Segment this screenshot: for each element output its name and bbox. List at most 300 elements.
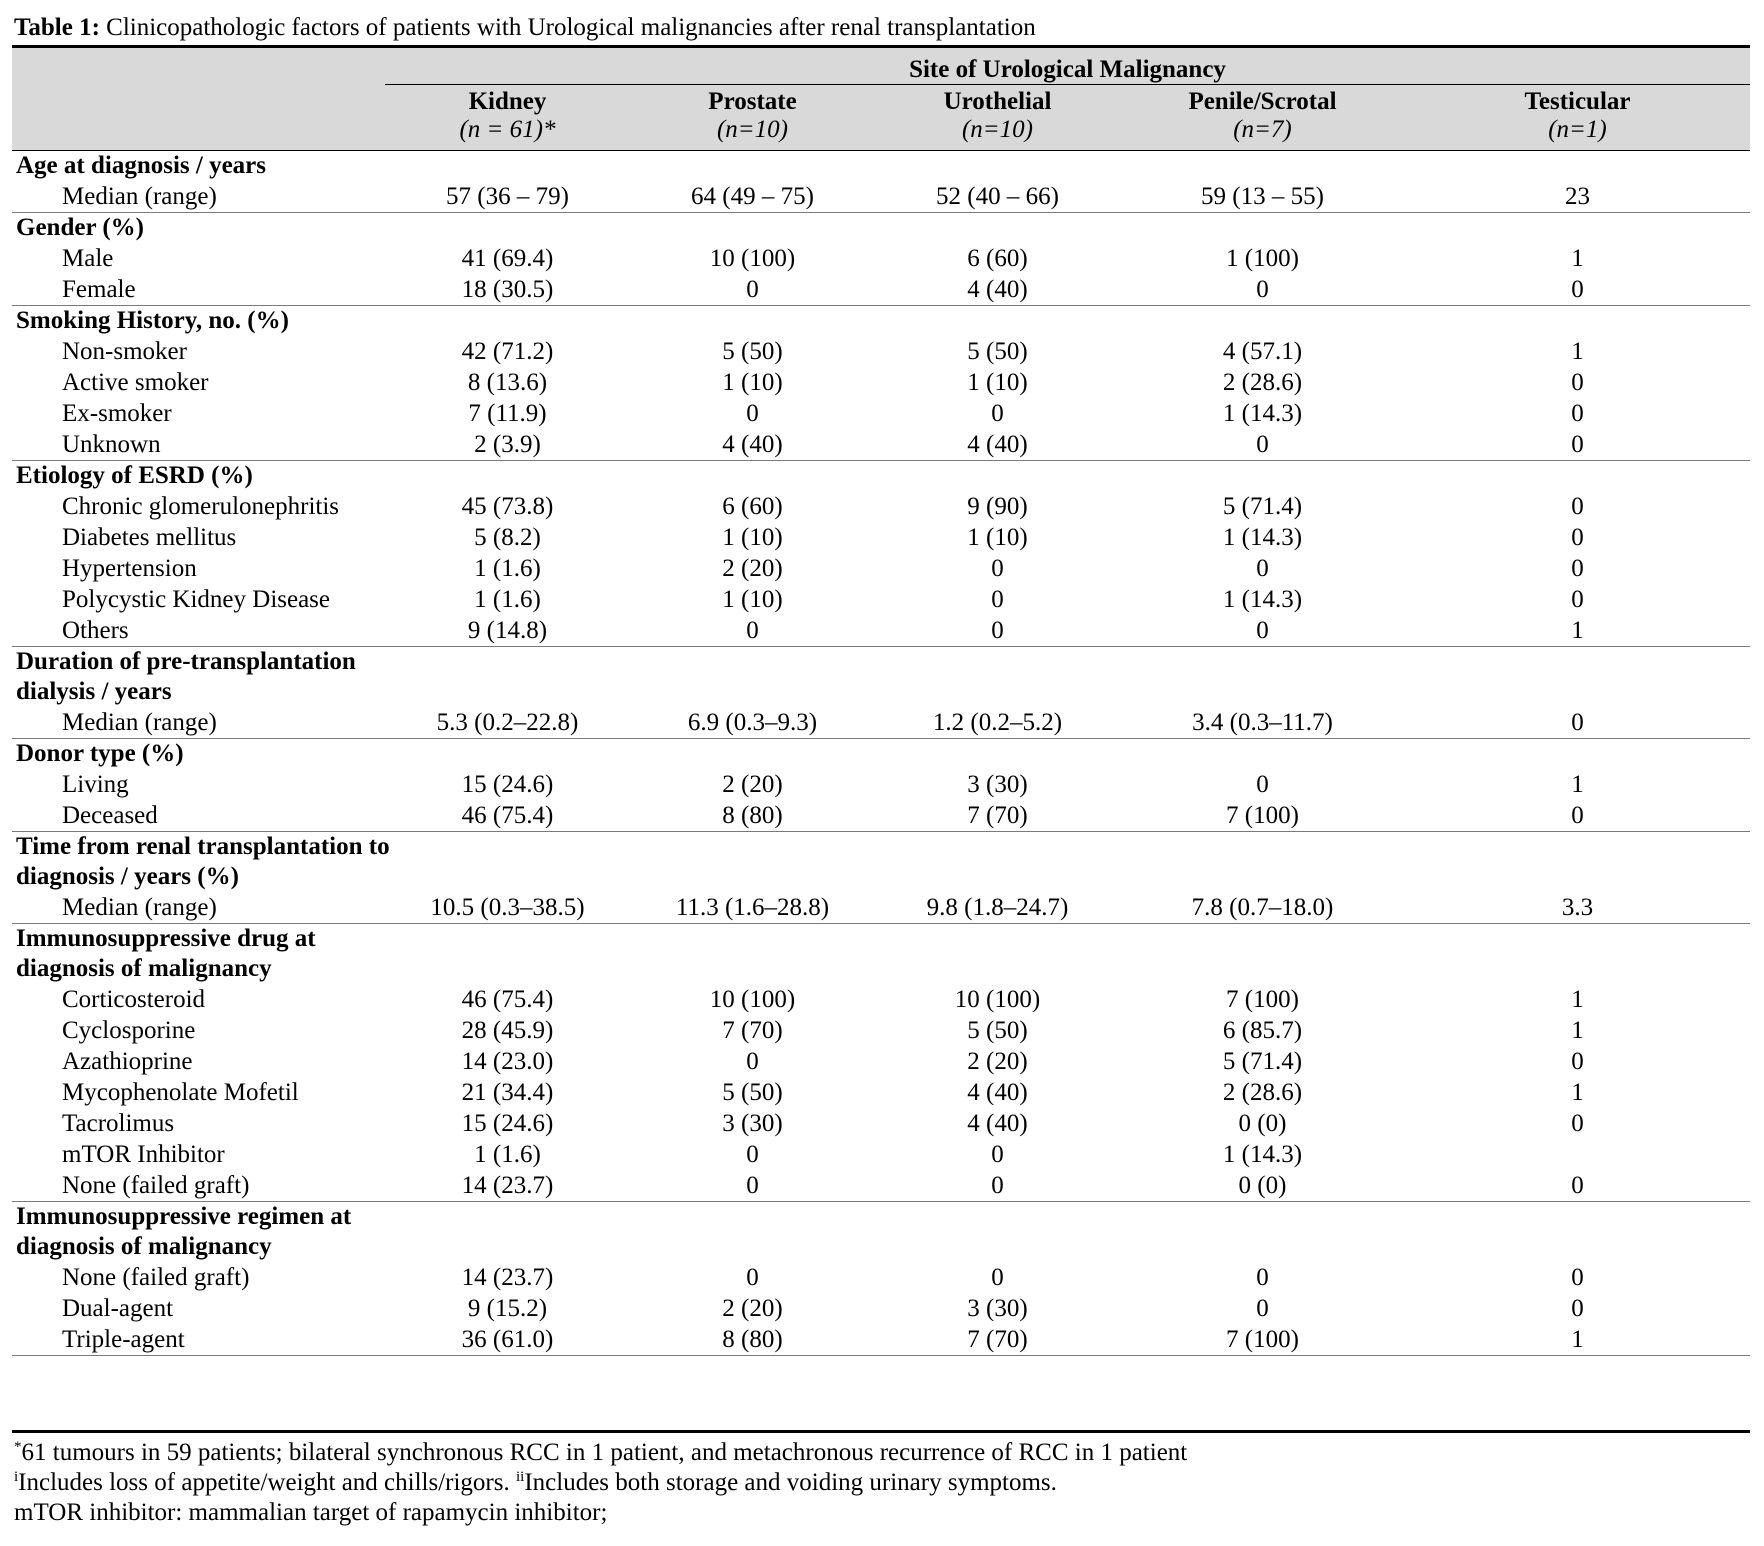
cell-urothelial xyxy=(875,553,1120,584)
table-row xyxy=(12,181,1750,213)
cell-value: 0 xyxy=(1256,431,1269,458)
row-label: Ex-smoker xyxy=(62,400,172,427)
cell-value: 3 (30) xyxy=(967,1295,1028,1322)
footnote-text: Includes both storage and voiding urinary symptoms. xyxy=(524,1469,1057,1496)
cell-kidney xyxy=(385,892,630,924)
cell-penile-scrotal xyxy=(1120,769,1405,800)
cell-prostate xyxy=(630,398,875,429)
column-name: Testicular xyxy=(1524,88,1631,115)
cell-value: 0 xyxy=(1571,555,1584,582)
cell-kidney xyxy=(385,243,630,274)
cell-penile-scrotal xyxy=(1120,1139,1405,1170)
cell-value: 46 (75.4) xyxy=(461,986,554,1013)
table-row xyxy=(12,984,1750,1015)
cell-urothelial xyxy=(875,367,1120,398)
cell-penile-scrotal xyxy=(1120,1293,1405,1324)
cell-testicular xyxy=(1405,584,1750,615)
cell-value: 0 (0) xyxy=(1238,1110,1287,1137)
cell-value: 59 (13 – 55) xyxy=(1201,183,1324,210)
cell-prostate xyxy=(630,336,875,367)
cell-value: 0 xyxy=(991,586,1004,613)
section-header-row xyxy=(12,213,1750,244)
row-label: Cyclosporine xyxy=(62,1017,196,1044)
cell-kidney xyxy=(385,984,630,1015)
cell-value: 0 xyxy=(1256,617,1269,644)
cell-value: 1 xyxy=(1571,1017,1584,1044)
cell-prostate xyxy=(630,491,875,522)
cell-value: 46 (75.4) xyxy=(461,802,554,829)
section-header-row xyxy=(12,1202,1750,1233)
table-row xyxy=(12,1324,1750,1356)
cell-urothelial xyxy=(875,1262,1120,1293)
cell-urothelial xyxy=(875,1170,1120,1202)
cell-prostate xyxy=(630,367,875,398)
table-caption-text: Clinicopathologic factors of patients with Urological malignancies after renal transplantation xyxy=(99,14,1036,41)
cell-kidney xyxy=(385,274,630,306)
cell-value: 28 (45.9) xyxy=(461,1017,554,1044)
row-label: Tacrolimus xyxy=(62,1110,175,1137)
cell-value: 6.9 (0.3–9.3) xyxy=(687,709,818,736)
cell-value: 5 (50) xyxy=(967,1017,1028,1044)
cell-prostate xyxy=(630,1170,875,1202)
cell-value: 4 (40) xyxy=(967,1079,1028,1106)
cell-value: 5 (50) xyxy=(722,1079,783,1106)
cell-value: 0 xyxy=(1571,1172,1584,1199)
cell-testicular xyxy=(1405,1108,1750,1139)
cell-penile-scrotal xyxy=(1120,615,1405,647)
table-caption-label: Table 1: xyxy=(14,14,100,41)
cell-value: 1 (10) xyxy=(722,524,783,551)
cell-urothelial xyxy=(875,1324,1120,1356)
cell-value: 1 xyxy=(1571,245,1584,272)
section-header-row xyxy=(12,647,1750,678)
row-label: Deceased xyxy=(12,800,385,832)
cell-value: 4 (40) xyxy=(967,1110,1028,1137)
cell-value: 1 xyxy=(1571,1326,1584,1353)
table-row xyxy=(12,491,1750,522)
cell-urothelial xyxy=(875,800,1120,832)
cell-value: 0 xyxy=(1571,586,1584,613)
table-row xyxy=(12,1046,1750,1077)
header-blank-cell xyxy=(12,85,385,151)
cell-penile-scrotal xyxy=(1120,274,1405,306)
cell-prostate xyxy=(630,1293,875,1324)
row-label: Azathioprine xyxy=(62,1048,193,1075)
cell-value: 23 xyxy=(1565,183,1590,210)
cell-value: 21 (34.4) xyxy=(461,1079,554,1106)
cell-value: 8 (80) xyxy=(722,802,783,829)
cell-prostate xyxy=(630,707,875,739)
cell-value: 0 xyxy=(1571,1048,1584,1075)
table-row xyxy=(12,553,1750,584)
section-header-row xyxy=(12,461,1750,492)
table-row xyxy=(12,1015,1750,1046)
cell-value: 0 xyxy=(746,1172,759,1199)
cell-penile-scrotal xyxy=(1120,1170,1405,1202)
column-name: Prostate xyxy=(708,88,797,115)
cell-value: 0 xyxy=(991,555,1004,582)
cell-value: 0 xyxy=(746,617,759,644)
row-label: Chronic glomerulonephritis xyxy=(62,493,340,520)
section-header-row xyxy=(12,1232,1750,1262)
column-header-penile-scrotal xyxy=(1120,85,1405,151)
cell-penile-scrotal xyxy=(1120,707,1405,739)
cell-urothelial xyxy=(875,1015,1120,1046)
cell-penile-scrotal xyxy=(1120,1077,1405,1108)
cell-penile-scrotal xyxy=(1120,584,1405,615)
table-row xyxy=(12,243,1750,274)
cell-testicular xyxy=(1405,398,1750,429)
cell-value: 14 (23.7) xyxy=(461,1172,554,1199)
cell-value: 3.3 xyxy=(1561,894,1594,921)
cell-prostate xyxy=(630,984,875,1015)
cell-penile-scrotal xyxy=(1120,1108,1405,1139)
cell-value: 1.2 (0.2–5.2) xyxy=(932,709,1063,736)
cell-value: 0 xyxy=(1571,1295,1584,1322)
cell-value: 6 (60) xyxy=(967,245,1028,272)
cell-penile-scrotal xyxy=(1120,1262,1405,1293)
column-count: (n=10) xyxy=(716,116,789,143)
cell-testicular xyxy=(1405,707,1750,739)
row-label: Median (range) xyxy=(12,892,385,924)
cell-kidney xyxy=(385,584,630,615)
section-title-immunosuppressive-regimen-at-diagnosis-of-malignancy: diagnosis of malignancy xyxy=(16,1233,272,1260)
cell-value: 0 xyxy=(1571,802,1584,829)
cell-urothelial xyxy=(875,243,1120,274)
table-row xyxy=(12,615,1750,647)
cell-value: 7 (70) xyxy=(967,802,1028,829)
column-count: (n = 61)* xyxy=(459,116,556,143)
cell-value: 8 (13.6) xyxy=(467,369,548,396)
cell-testicular xyxy=(1405,1324,1750,1356)
cell-value: 5 (50) xyxy=(722,338,783,365)
cell-value: 1 (1.6) xyxy=(474,1141,541,1168)
cell-value: 2 (20) xyxy=(967,1048,1028,1075)
cell-kidney xyxy=(385,615,630,647)
cell-value: 0 xyxy=(1571,1110,1584,1137)
cell-penile-scrotal xyxy=(1120,522,1405,553)
cell-value: 0 xyxy=(1571,524,1584,551)
cell-testicular xyxy=(1405,1293,1750,1324)
cell-testicular xyxy=(1405,429,1750,461)
cell-penile-scrotal xyxy=(1120,367,1405,398)
table-row xyxy=(12,800,1750,832)
table-caption xyxy=(14,13,1036,43)
cell-value: 0 xyxy=(1256,771,1269,798)
cell-urothelial xyxy=(875,892,1120,924)
cell-prostate xyxy=(630,615,875,647)
cell-value: 0 xyxy=(746,1141,759,1168)
cell-prostate xyxy=(630,1015,875,1046)
table-row xyxy=(12,522,1750,553)
cell-testicular xyxy=(1405,769,1750,800)
cell-urothelial xyxy=(875,429,1120,461)
table-row xyxy=(12,274,1750,306)
cell-value: 3 (30) xyxy=(967,771,1028,798)
cell-testicular xyxy=(1405,1046,1750,1077)
cell-value: 0 (0) xyxy=(1238,1172,1287,1199)
cell-urothelial xyxy=(875,336,1120,367)
cell-value: 0 xyxy=(1256,1295,1269,1322)
cell-kidney xyxy=(385,1139,630,1170)
cell-value: 0 xyxy=(1571,431,1584,458)
cell-penile-scrotal xyxy=(1120,984,1405,1015)
cell-kidney xyxy=(385,1015,630,1046)
row-label: None (failed graft) xyxy=(12,1170,385,1202)
cell-value: 1 xyxy=(1571,1079,1584,1106)
section-header-row xyxy=(12,151,1750,182)
column-name: Urothelial xyxy=(943,88,1052,115)
cell-value: 0 xyxy=(991,1264,1004,1291)
cell-value: 1 (14.3) xyxy=(1222,400,1303,427)
cell-prostate xyxy=(630,584,875,615)
cell-value: 1 (10) xyxy=(967,524,1028,551)
cell-testicular xyxy=(1405,615,1750,647)
cell-value: 2 (20) xyxy=(722,771,783,798)
table-row xyxy=(12,892,1750,924)
cell-value: 15 (24.6) xyxy=(461,1110,554,1137)
row-label: Others xyxy=(12,615,385,647)
cell-prostate xyxy=(630,522,875,553)
cell-penile-scrotal xyxy=(1120,181,1405,213)
footnote-text: 61 tumours in 59 patients; bilateral synchronous RCC in 1 patient, and metachronous recurrence of RCC in 1 patient xyxy=(21,1439,1188,1466)
cell-value: 0 xyxy=(1256,276,1269,303)
cell-value: 11.3 (1.6–28.8) xyxy=(675,894,830,921)
cell-value: 10 (100) xyxy=(954,986,1041,1013)
cell-urothelial xyxy=(875,1108,1120,1139)
table-row xyxy=(12,398,1750,429)
section-header-row xyxy=(12,862,1750,892)
footnote-symptoms xyxy=(14,1468,1057,1498)
cell-testicular xyxy=(1405,243,1750,274)
cell-kidney xyxy=(385,181,630,213)
cell-value: 18 (30.5) xyxy=(461,276,554,303)
section-title-time-from-renal-transplantation-to-diagnosis-years: diagnosis / years (%) xyxy=(16,863,239,890)
row-label: Dual-agent xyxy=(62,1295,174,1322)
cell-kidney xyxy=(385,336,630,367)
cell-value: 1 (14.3) xyxy=(1222,586,1303,613)
cell-prostate xyxy=(630,1262,875,1293)
cell-value: 0 xyxy=(1571,1264,1584,1291)
cell-value: 0 xyxy=(746,276,759,303)
cell-value: 0 xyxy=(1571,369,1584,396)
section-header-row xyxy=(12,306,1750,337)
row-label: Median (range) xyxy=(12,181,385,213)
cell-value: 5 (71.4) xyxy=(1222,1048,1303,1075)
cell-value: 2 (20) xyxy=(722,555,783,582)
cell-value: 1 (14.3) xyxy=(1222,524,1303,551)
table-row xyxy=(12,336,1750,367)
cell-kidney xyxy=(385,367,630,398)
table-row xyxy=(12,1262,1750,1293)
table-row xyxy=(12,1077,1750,1108)
cell-value: 0 xyxy=(746,1048,759,1075)
cell-value: 9 (15.2) xyxy=(467,1295,548,1322)
column-name: Penile/Scrotal xyxy=(1188,88,1337,115)
cell-value: 10 (100) xyxy=(709,245,796,272)
cell-testicular xyxy=(1405,1262,1750,1293)
cell-penile-scrotal xyxy=(1120,336,1405,367)
cell-value: 0 xyxy=(1571,709,1584,736)
cell-prostate xyxy=(630,1046,875,1077)
row-label: Polycystic Kidney Disease xyxy=(62,586,331,613)
table-row xyxy=(12,707,1750,739)
cell-value: 2 (3.9) xyxy=(474,431,541,458)
table-body xyxy=(12,151,1750,1356)
cell-value: 1 (10) xyxy=(722,586,783,613)
cell-value: 0 xyxy=(991,617,1004,644)
cell-value: 7 (70) xyxy=(967,1326,1028,1353)
cell-prostate xyxy=(630,274,875,306)
column-count: (n=10) xyxy=(961,116,1034,143)
cell-value: 7 (100) xyxy=(1226,986,1299,1013)
cell-testicular xyxy=(1405,1077,1750,1108)
cell-value: 0 xyxy=(1256,1264,1269,1291)
cell-prostate xyxy=(630,429,875,461)
cell-value: 0 xyxy=(1571,400,1584,427)
row-label: Median (range) xyxy=(12,707,385,739)
cell-value: 9 (14.8) xyxy=(467,617,548,644)
cell-value: 1 (1.6) xyxy=(474,555,541,582)
cell-value: 10 (100) xyxy=(709,986,796,1013)
group-header-title: Site of Urological Malignancy xyxy=(385,47,1750,85)
cell-testicular xyxy=(1405,984,1750,1015)
cell-value: 1 xyxy=(1571,986,1584,1013)
cell-urothelial xyxy=(875,274,1120,306)
cell-urothelial xyxy=(875,491,1120,522)
cell-penile-scrotal xyxy=(1120,243,1405,274)
column-name: Kidney xyxy=(468,88,547,115)
cell-urothelial xyxy=(875,398,1120,429)
cell-kidney xyxy=(385,491,630,522)
cell-testicular xyxy=(1405,553,1750,584)
cell-value: 4 (40) xyxy=(967,431,1028,458)
row-label: Triple-agent xyxy=(12,1324,385,1356)
footnote-asterisk xyxy=(14,1438,1187,1468)
cell-value: 45 (73.8) xyxy=(461,493,554,520)
cell-value: 42 (71.2) xyxy=(461,338,554,365)
section-header-row xyxy=(12,924,1750,955)
footnote-mark: * xyxy=(14,1439,22,1455)
cell-prostate xyxy=(630,553,875,584)
cell-prostate xyxy=(630,181,875,213)
section-header-row xyxy=(12,832,1750,863)
cell-value: 2 (28.6) xyxy=(1222,1079,1303,1106)
cell-value: 4 (40) xyxy=(722,431,783,458)
row-label: Hypertension xyxy=(62,555,197,582)
column-count: (n=1) xyxy=(1548,116,1607,143)
row-label: Female xyxy=(12,274,385,306)
cell-urothelial xyxy=(875,707,1120,739)
cell-prostate xyxy=(630,1077,875,1108)
cell-penile-scrotal xyxy=(1120,800,1405,832)
table-row xyxy=(12,1108,1750,1139)
cell-value: 3 (30) xyxy=(722,1110,783,1137)
section-title-smoking-history-no: Smoking History, no. (%) xyxy=(16,307,289,334)
cell-urothelial xyxy=(875,522,1120,553)
cell-value: 52 (40 – 66) xyxy=(936,183,1059,210)
cell-value: 0 xyxy=(1256,555,1269,582)
cell-kidney xyxy=(385,1262,630,1293)
column-header-urothelial xyxy=(875,85,1120,151)
cell-penile-scrotal xyxy=(1120,429,1405,461)
row-label: Living xyxy=(62,771,129,798)
cell-value: 0 xyxy=(991,1141,1004,1168)
header-blank-cell xyxy=(12,47,385,85)
cell-value: 1 (100) xyxy=(1226,245,1299,272)
column-header-row xyxy=(12,85,1750,151)
cell-testicular xyxy=(1405,367,1750,398)
cell-prostate xyxy=(630,1324,875,1356)
table-row xyxy=(12,367,1750,398)
cell-value: 8 (80) xyxy=(722,1326,783,1353)
cell-value: 7 (100) xyxy=(1226,1326,1299,1353)
cell-kidney xyxy=(385,1170,630,1202)
cell-value: 36 (61.0) xyxy=(461,1326,554,1353)
cell-value: 6 (85.7) xyxy=(1222,1017,1303,1044)
cell-kidney xyxy=(385,398,630,429)
section-title-immunosuppressive-regimen-at-diagnosis-of-malignancy: Immunosuppressive regimen at xyxy=(16,1203,352,1230)
cell-prostate xyxy=(630,1139,875,1170)
cell-value: 4 (57.1) xyxy=(1222,338,1303,365)
cell-urothelial xyxy=(875,984,1120,1015)
cell-value: 0 xyxy=(991,400,1004,427)
column-header-prostate xyxy=(630,85,875,151)
cell-value: 5 (71.4) xyxy=(1222,493,1303,520)
footnote-text: mTOR inhibitor: mammalian target of rapamycin inhibitor; xyxy=(14,1499,608,1526)
row-label: Mycophenolate Mofetil xyxy=(62,1079,299,1106)
cell-kidney xyxy=(385,1293,630,1324)
cell-value: 7.8 (0.7–18.0) xyxy=(1191,894,1334,921)
cell-value: 3.4 (0.3–11.7) xyxy=(1192,709,1333,736)
row-label: Corticosteroid xyxy=(62,986,206,1013)
cell-kidney xyxy=(385,1077,630,1108)
footnote-mtor xyxy=(14,1498,607,1528)
section-header-row xyxy=(12,954,1750,984)
section-title-donor-type: Donor type (%) xyxy=(16,740,184,767)
cell-penile-scrotal xyxy=(1120,1046,1405,1077)
cell-urothelial xyxy=(875,584,1120,615)
footnote-mark: i xyxy=(14,1469,19,1485)
cell-value: 2 (20) xyxy=(722,1295,783,1322)
section-header-row xyxy=(12,739,1750,770)
table-row xyxy=(12,769,1750,800)
table-row xyxy=(12,1170,1750,1202)
section-header-row xyxy=(12,677,1750,707)
cell-prostate xyxy=(630,892,875,924)
cell-penile-scrotal xyxy=(1120,1015,1405,1046)
section-title-immunosuppressive-drug-at-diagnosis-of-malignancy: diagnosis of malignancy xyxy=(16,955,272,982)
cell-value: 9 (90) xyxy=(967,493,1028,520)
cell-penile-scrotal xyxy=(1120,1324,1405,1356)
cell-testicular xyxy=(1405,1170,1750,1202)
cell-value: 0 xyxy=(991,1172,1004,1199)
cell-value: 1 (10) xyxy=(967,369,1028,396)
cell-kidney xyxy=(385,1046,630,1077)
column-count: (n=7) xyxy=(1233,116,1292,143)
cell-value: 5 (50) xyxy=(967,338,1028,365)
group-header-row xyxy=(12,47,1750,85)
cell-testicular xyxy=(1405,800,1750,832)
cell-value: 10.5 (0.3–38.5) xyxy=(430,894,585,921)
cell-value: 1 xyxy=(1571,617,1584,644)
cell-testicular xyxy=(1405,1015,1750,1046)
table-row xyxy=(12,1139,1750,1170)
row-label: Active smoker xyxy=(62,369,209,396)
cell-urothelial xyxy=(875,615,1120,647)
cell-value: 64 (49 – 75) xyxy=(691,183,814,210)
column-header-kidney xyxy=(385,85,630,151)
